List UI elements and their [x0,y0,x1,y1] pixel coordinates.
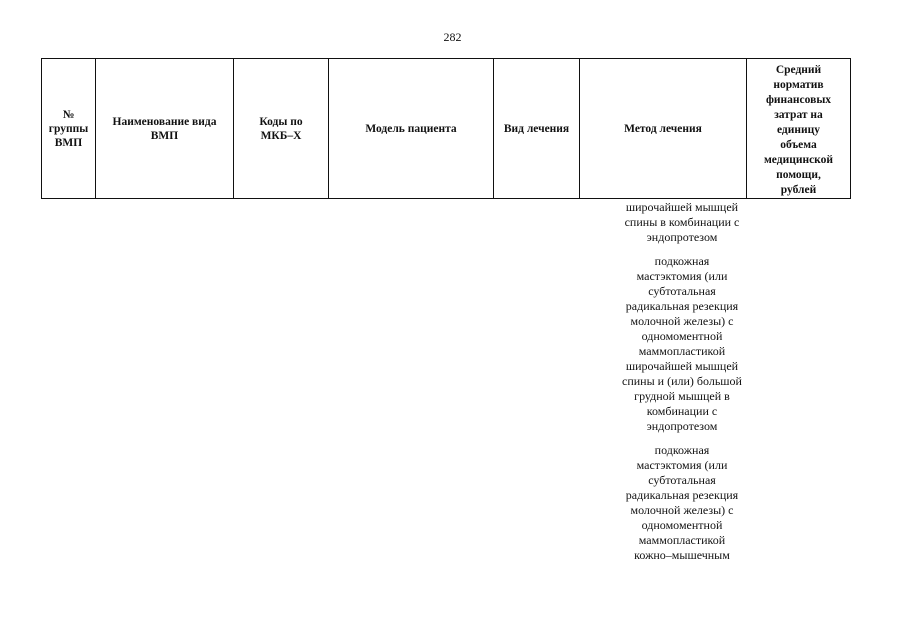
col-header-treatment-type: Вид лечения [494,59,580,199]
col-header-treatment-method: Метод лечения [580,59,747,199]
page-number: 282 [443,30,462,44]
treatment-method-entry: подкожная мастэктомия (или субтотальная радикальная резекция молочной железы) с одномоментной маммопластикой широчайшей мышцей спины и (или) большой грудной мышцей в комбинации с эндопротезом [622,254,742,433]
col-header-group-number: № группы ВМП [42,59,96,199]
col-header-vmp-name: Наименование вида ВМП [96,59,234,199]
treatment-method-entry: подкожная мастэктомия (или субтотальная радикальная резекция молочной железы) с одномоментной маммопластикой кожно–мышечным [625,443,739,562]
col-header-patient-model: Модель пациента [329,59,494,199]
col-header-average-cost: Средний норматив финансовых затрат на единицу объема медицинской помощи, рублей [747,59,851,199]
treatment-method-column [612,200,752,563]
treatment-method-entry: широчайшей мышцей спины в комбинации с эндопротезом [624,200,740,244]
table-header [41,58,851,199]
col-header-icd-codes: Коды по МКБ–Х [234,59,329,199]
